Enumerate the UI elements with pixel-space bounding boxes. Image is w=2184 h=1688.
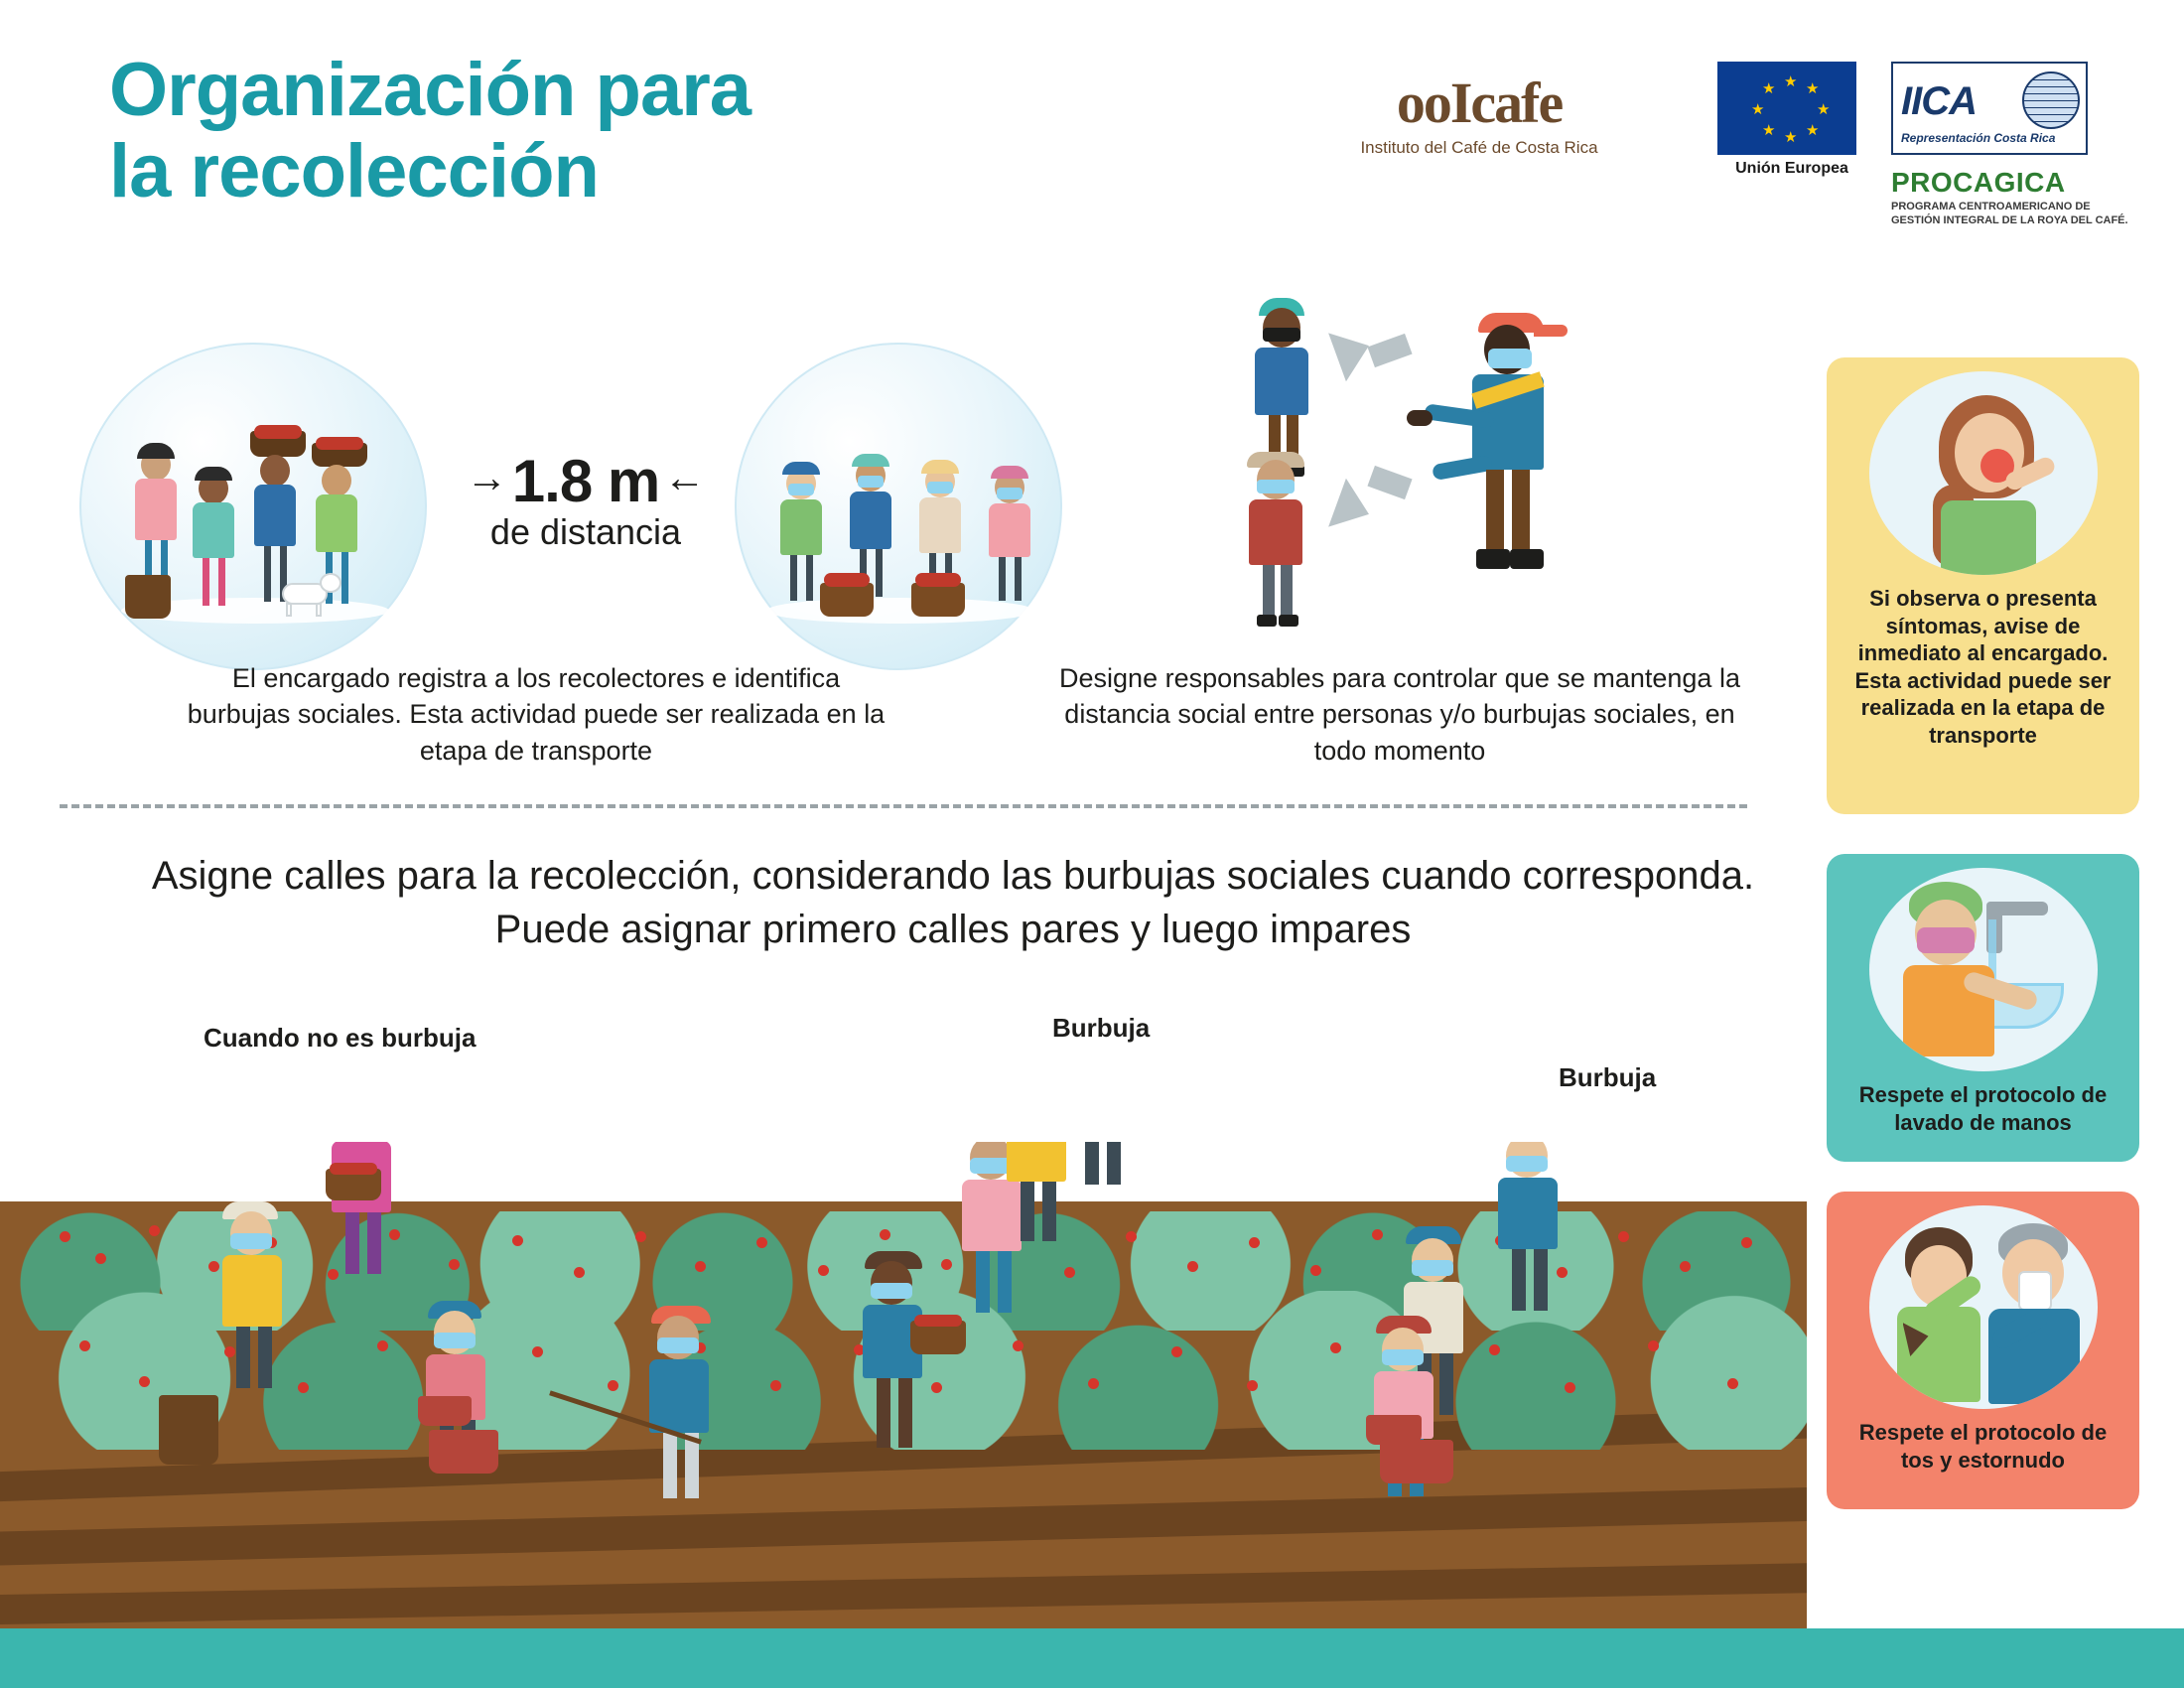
coffee-basket — [429, 1430, 498, 1474]
page-title — [109, 50, 751, 212]
card-symptoms — [1827, 357, 2139, 814]
arrow-right-icon: ← — [663, 454, 706, 500]
coffee-basket — [911, 583, 965, 617]
field-picker — [318, 1142, 407, 1286]
icafe-subtitle: Instituto del Café de Costa Rica — [1360, 138, 1598, 157]
globe-icon — [2022, 71, 2080, 129]
cough-illustration — [1869, 1205, 2098, 1409]
card-symptoms-text: Si observa o presenta síntomas, avise de inmediato al encargado. Esta actividad puede ser realizada en la etapa de transporte — [1854, 586, 2112, 748]
coffee-field-illustration — [0, 1142, 1807, 1628]
bubble-picker-with-basket — [1057, 1142, 1157, 1187]
caption-registration: El encargado registra a los recolectores e identifica burbujas sociales. Esta actividad puede ser realizada en la etapa de transporte — [187, 663, 886, 766]
card-handwash-text: Respete el protocolo de lavado de manos — [1858, 1082, 2108, 1135]
card-handwash — [1827, 854, 2139, 1162]
handwash-illustration — [1869, 868, 2098, 1071]
coffee-sack — [159, 1395, 218, 1465]
page-title-line1: Organización para — [109, 48, 751, 132]
picker-figure — [185, 463, 244, 614]
supervisor-figure — [1454, 313, 1603, 611]
iica-wordmark: IICA — [1901, 79, 1977, 123]
distance-caption: de distancia — [489, 511, 682, 552]
caption-supervision: Designe responsables para controlar que se mantenga la distancia social entre personas y/o burbujas sociales, en todo momento — [1059, 663, 1740, 766]
field-picker-with-stick — [635, 1306, 745, 1504]
icafe-logo — [1320, 70, 1638, 158]
arrow-left-icon: → — [466, 454, 508, 500]
eu-label: Unión Europea — [1735, 160, 1848, 177]
supervisor-illustration — [1221, 288, 1638, 645]
procagica-logo — [1891, 167, 2129, 228]
eu-flag-icon: ★ ★ ★ ★ ★ ★ ★ ★ — [1717, 62, 1856, 155]
eu-logo — [1717, 62, 1866, 178]
coffee-sack — [125, 575, 171, 619]
bottom-accent-bar — [0, 1628, 2184, 1688]
header — [0, 0, 2184, 298]
distance-measure — [452, 447, 720, 553]
field-picker — [1484, 1142, 1583, 1321]
worker-figure-lower — [1235, 452, 1314, 631]
procagica-description: PROGRAMA CENTROAMERICANO DE GESTIÓN INTEGRAL DE LA ROYA DEL CAFÉ. — [1891, 201, 2128, 226]
worker-figure-upper — [1241, 298, 1320, 477]
coffee-basket — [820, 583, 874, 617]
label-bubble-2: Burbuja — [1559, 1062, 1657, 1092]
label-bubble-1: Burbuja — [1052, 1013, 1151, 1043]
section-headline: Asigne calles para la recolección, considerando las burbujas sociales cuando corresponda. Puede asignar primero calles pares y luego impares — [151, 854, 1755, 951]
distance-value: 1.8 m — [511, 448, 660, 514]
label-no-bubble: Cuando no es burbuja — [204, 1023, 477, 1053]
field-picker — [849, 1251, 958, 1460]
card-cough-text: Respete el protocolo de tos y estornudo — [1858, 1420, 2108, 1473]
symptoms-illustration — [1869, 371, 2098, 575]
dog-figure — [276, 571, 345, 617]
procagica-name: PROCAGICA — [1891, 167, 2066, 198]
social-bubble-left — [79, 343, 427, 670]
field-picker — [208, 1201, 298, 1400]
section-divider — [60, 804, 1747, 808]
iica-subtitle: Representación Costa Rica — [1901, 131, 2056, 145]
page-title-line2: la recolección — [109, 129, 599, 214]
social-bubble-right — [735, 343, 1062, 670]
icafe-wordmark: ooIcafe — [1396, 70, 1563, 135]
iica-logo — [1891, 62, 2090, 155]
coffee-basket — [1380, 1440, 1453, 1483]
card-cough — [1827, 1192, 2139, 1509]
masked-worker-figure — [979, 462, 1042, 609]
